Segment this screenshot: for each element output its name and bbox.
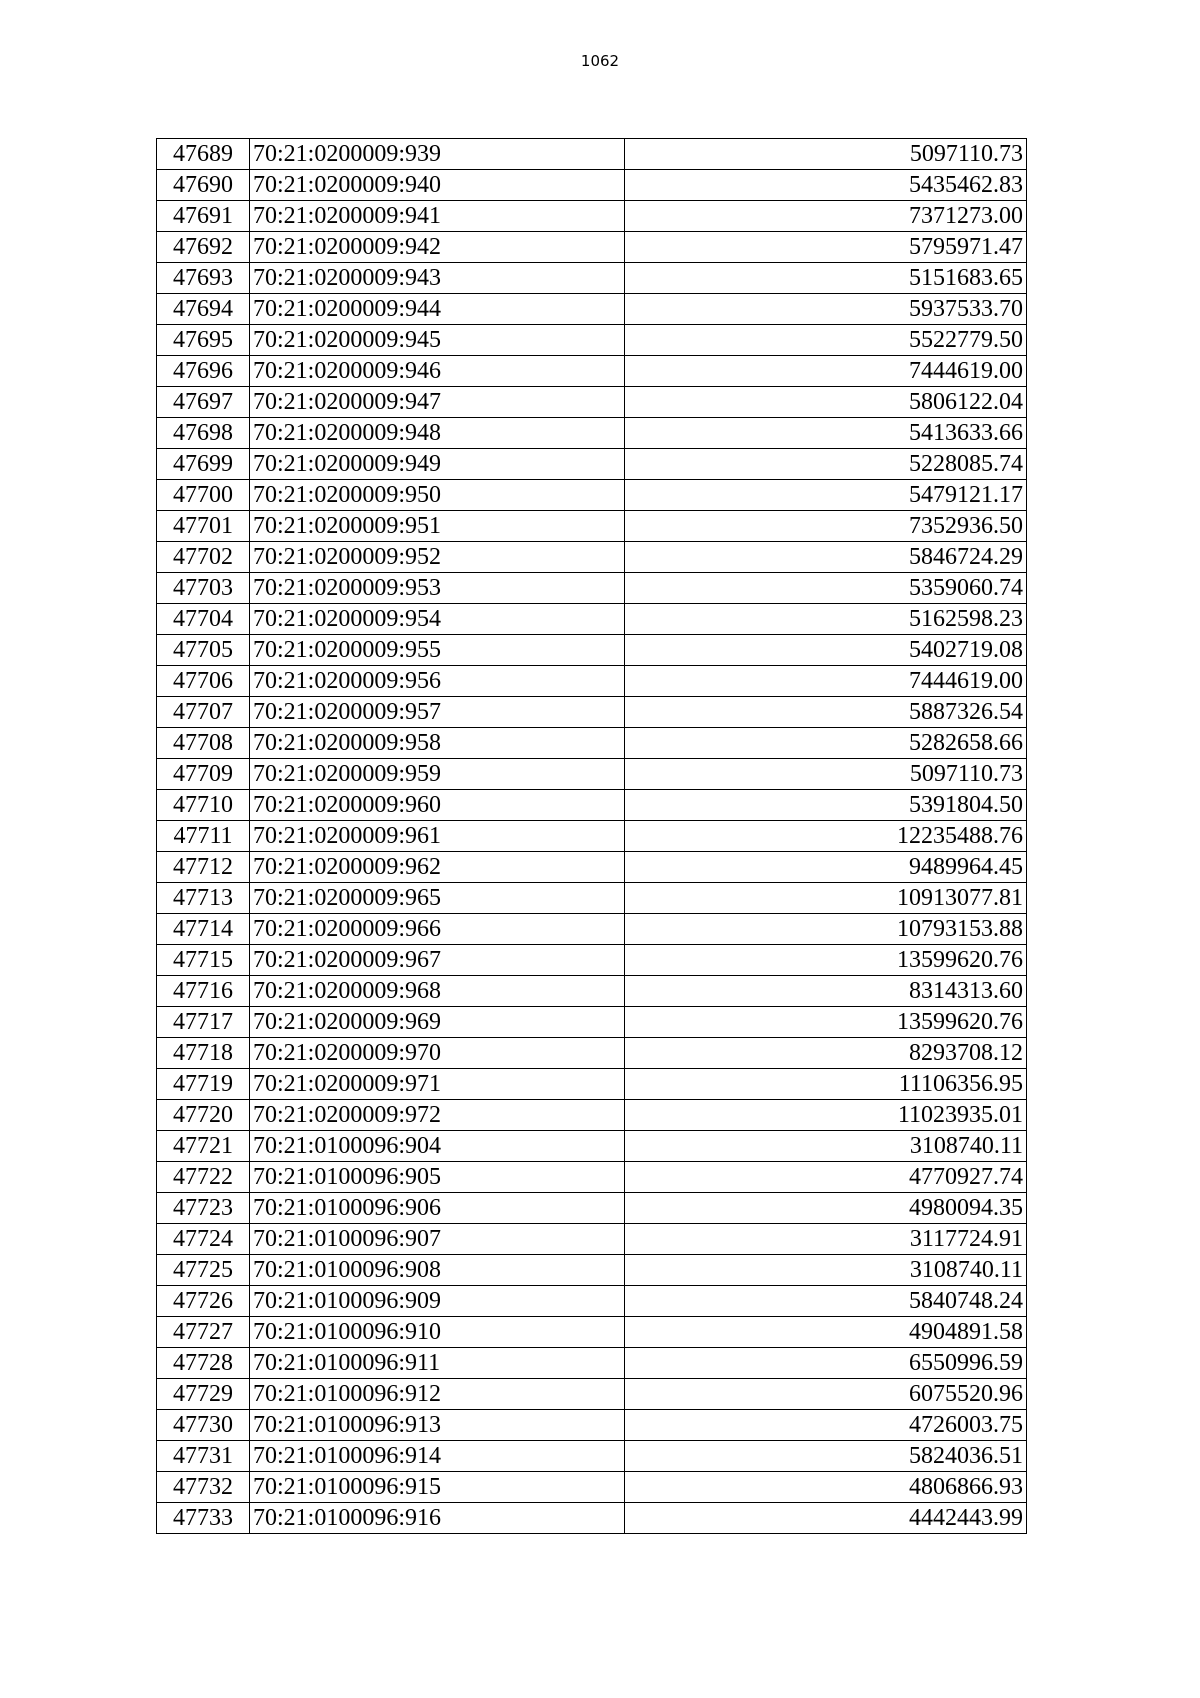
table-row [157, 325, 1027, 356]
cadastral-value-cell: 10913077.81 [625, 883, 1027, 914]
cadastral-value-cell: 5795971.47 [625, 232, 1027, 263]
cadastral-number-cell: 70:21:0200009:949 [250, 449, 625, 480]
page-number: 1062 [580, 52, 620, 70]
row-number-cell: 47712 [157, 852, 250, 883]
cadastral-value-cell: 5887326.54 [625, 697, 1027, 728]
table-row [157, 449, 1027, 480]
cadastral-value-cell: 5413633.66 [625, 418, 1027, 449]
cadastral-value-cell: 5824036.51 [625, 1441, 1027, 1472]
cadastral-value-cell: 5840748.24 [625, 1286, 1027, 1317]
row-number-cell: 47705 [157, 635, 250, 666]
table-row [157, 1131, 1027, 1162]
cadastral-number-cell: 70:21:0200009:955 [250, 635, 625, 666]
cadastral-number-cell: 70:21:0100096:905 [250, 1162, 625, 1193]
row-number-cell: 47695 [157, 325, 250, 356]
table-row [157, 666, 1027, 697]
row-number-cell: 47723 [157, 1193, 250, 1224]
cadastral-number-cell: 70:21:0200009:945 [250, 325, 625, 356]
cadastral-number-cell: 70:21:0100096:915 [250, 1472, 625, 1503]
cadastral-value-cell: 3117724.91 [625, 1224, 1027, 1255]
cadastral-value-cell: 7371273.00 [625, 201, 1027, 232]
table-row [157, 263, 1027, 294]
table-body [157, 139, 1027, 1534]
table-row [157, 1379, 1027, 1410]
row-number-cell: 47696 [157, 356, 250, 387]
table-row [157, 573, 1027, 604]
cadastral-value-cell: 4726003.75 [625, 1410, 1027, 1441]
table-row [157, 480, 1027, 511]
cadastral-value-cell: 5435462.83 [625, 170, 1027, 201]
cadastral-number-cell: 70:21:0100096:912 [250, 1379, 625, 1410]
cadastral-number-cell: 70:21:0200009:946 [250, 356, 625, 387]
cadastral-value-cell: 10793153.88 [625, 914, 1027, 945]
cadastral-number-cell: 70:21:0100096:916 [250, 1503, 625, 1534]
row-number-cell: 47733 [157, 1503, 250, 1534]
row-number-cell: 47731 [157, 1441, 250, 1472]
cadastral-value-cell: 4442443.99 [625, 1503, 1027, 1534]
row-number-cell: 47722 [157, 1162, 250, 1193]
row-number-cell: 47724 [157, 1224, 250, 1255]
row-number-cell: 47700 [157, 480, 250, 511]
row-number-cell: 47689 [157, 139, 250, 170]
table-row [157, 914, 1027, 945]
cadastral-value-cell: 12235488.76 [625, 821, 1027, 852]
table-row [157, 821, 1027, 852]
cadastral-value-cell: 5162598.23 [625, 604, 1027, 635]
table-row [157, 883, 1027, 914]
table-row [157, 1193, 1027, 1224]
cadastral-value-cell: 13599620.76 [625, 1007, 1027, 1038]
cadastral-number-cell: 70:21:0100096:907 [250, 1224, 625, 1255]
cadastral-number-cell: 70:21:0200009:969 [250, 1007, 625, 1038]
row-number-cell: 47691 [157, 201, 250, 232]
table-row [157, 945, 1027, 976]
cadastral-value-cell: 7352936.50 [625, 511, 1027, 542]
cadastral-value-cell: 9489964.45 [625, 852, 1027, 883]
cadastral-number-cell: 70:21:0200009:943 [250, 263, 625, 294]
row-number-cell: 47730 [157, 1410, 250, 1441]
cadastral-value-cell: 5522779.50 [625, 325, 1027, 356]
cadastral-value-cell: 8293708.12 [625, 1038, 1027, 1069]
cadastral-value-cell: 3108740.11 [625, 1255, 1027, 1286]
table-row [157, 1348, 1027, 1379]
cadastral-value-cell: 5479121.17 [625, 480, 1027, 511]
cadastral-value-cell: 5806122.04 [625, 387, 1027, 418]
row-number-cell: 47701 [157, 511, 250, 542]
row-number-cell: 47732 [157, 1472, 250, 1503]
table-row [157, 1162, 1027, 1193]
row-number-cell: 47709 [157, 759, 250, 790]
cadastral-value-cell: 11023935.01 [625, 1100, 1027, 1131]
cadastral-number-cell: 70:21:0100096:913 [250, 1410, 625, 1441]
cadastral-number-cell: 70:21:0200009:970 [250, 1038, 625, 1069]
row-number-cell: 47729 [157, 1379, 250, 1410]
row-number-cell: 47721 [157, 1131, 250, 1162]
cadastral-value-cell: 4770927.74 [625, 1162, 1027, 1193]
row-number-cell: 47718 [157, 1038, 250, 1069]
table-row [157, 1255, 1027, 1286]
cadastral-number-cell: 70:21:0200009:972 [250, 1100, 625, 1131]
row-number-cell: 47726 [157, 1286, 250, 1317]
row-number-cell: 47698 [157, 418, 250, 449]
cadastral-value-cell: 3108740.11 [625, 1131, 1027, 1162]
table-row [157, 1286, 1027, 1317]
cadastral-number-cell: 70:21:0200009:954 [250, 604, 625, 635]
row-number-cell: 47707 [157, 697, 250, 728]
cadastral-number-cell: 70:21:0200009:941 [250, 201, 625, 232]
cadastral-value-cell: 13599620.76 [625, 945, 1027, 976]
table-row [157, 976, 1027, 1007]
cadastral-number-cell: 70:21:0200009:947 [250, 387, 625, 418]
table-row [157, 170, 1027, 201]
cadastral-number-cell: 70:21:0200009:952 [250, 542, 625, 573]
cadastral-number-cell: 70:21:0200009:951 [250, 511, 625, 542]
table-row [157, 697, 1027, 728]
cadastral-number-cell: 70:21:0200009:939 [250, 139, 625, 170]
cadastral-value-cell: 5937533.70 [625, 294, 1027, 325]
table-row [157, 728, 1027, 759]
cadastral-number-cell: 70:21:0100096:909 [250, 1286, 625, 1317]
cadastral-value-cell: 5151683.65 [625, 263, 1027, 294]
cadastral-value-cell: 5282658.66 [625, 728, 1027, 759]
cadastral-number-cell: 70:21:0200009:959 [250, 759, 625, 790]
table-row [157, 790, 1027, 821]
cadastral-value-cell: 4806866.93 [625, 1472, 1027, 1503]
row-number-cell: 47714 [157, 914, 250, 945]
table-row [157, 1007, 1027, 1038]
cadastral-number-cell: 70:21:0200009:962 [250, 852, 625, 883]
cadastral-number-cell: 70:21:0200009:971 [250, 1069, 625, 1100]
row-number-cell: 47725 [157, 1255, 250, 1286]
cadastral-value-cell: 4904891.58 [625, 1317, 1027, 1348]
row-number-cell: 47693 [157, 263, 250, 294]
cadastral-value-cell: 4980094.35 [625, 1193, 1027, 1224]
table-row [157, 232, 1027, 263]
row-number-cell: 47710 [157, 790, 250, 821]
table-row [157, 1224, 1027, 1255]
table-row [157, 1410, 1027, 1441]
cadastral-number-cell: 70:21:0200009:940 [250, 170, 625, 201]
cadastral-number-cell: 70:21:0200009:950 [250, 480, 625, 511]
table-row [157, 1472, 1027, 1503]
row-number-cell: 47728 [157, 1348, 250, 1379]
table-row [157, 418, 1027, 449]
row-number-cell: 47717 [157, 1007, 250, 1038]
cadastral-number-cell: 70:21:0200009:966 [250, 914, 625, 945]
cadastral-number-cell: 70:21:0100096:904 [250, 1131, 625, 1162]
row-number-cell: 47720 [157, 1100, 250, 1131]
cadastral-number-cell: 70:21:0200009:942 [250, 232, 625, 263]
cadastral-value-cell: 11106356.95 [625, 1069, 1027, 1100]
cadastral-number-cell: 70:21:0200009:944 [250, 294, 625, 325]
cadastral-value-cell: 5228085.74 [625, 449, 1027, 480]
table-row [157, 542, 1027, 573]
table-row [157, 1069, 1027, 1100]
cadastral-value-cell: 5402719.08 [625, 635, 1027, 666]
table-row [157, 139, 1027, 170]
table-row [157, 1441, 1027, 1472]
row-number-cell: 47704 [157, 604, 250, 635]
row-number-cell: 47692 [157, 232, 250, 263]
table-row [157, 201, 1027, 232]
table-row [157, 852, 1027, 883]
cadastral-value-cell: 7444619.00 [625, 356, 1027, 387]
cadastral-number-cell: 70:21:0200009:965 [250, 883, 625, 914]
cadastral-value-cell: 5097110.73 [625, 139, 1027, 170]
cadastral-number-cell: 70:21:0200009:953 [250, 573, 625, 604]
cadastral-value-cell: 5359060.74 [625, 573, 1027, 604]
table-row [157, 294, 1027, 325]
row-number-cell: 47690 [157, 170, 250, 201]
cadastral-value-table [156, 138, 1027, 1534]
cadastral-number-cell: 70:21:0200009:957 [250, 697, 625, 728]
cadastral-number-cell: 70:21:0100096:914 [250, 1441, 625, 1472]
row-number-cell: 47715 [157, 945, 250, 976]
row-number-cell: 47706 [157, 666, 250, 697]
row-number-cell: 47697 [157, 387, 250, 418]
cadastral-number-cell: 70:21:0100096:908 [250, 1255, 625, 1286]
table-row [157, 356, 1027, 387]
cadastral-number-cell: 70:21:0200009:960 [250, 790, 625, 821]
cadastral-value-cell: 7444619.00 [625, 666, 1027, 697]
cadastral-value-cell: 5097110.73 [625, 759, 1027, 790]
row-number-cell: 47727 [157, 1317, 250, 1348]
cadastral-number-cell: 70:21:0200009:968 [250, 976, 625, 1007]
row-number-cell: 47703 [157, 573, 250, 604]
table-row [157, 511, 1027, 542]
table-row [157, 635, 1027, 666]
row-number-cell: 47716 [157, 976, 250, 1007]
table-row [157, 1038, 1027, 1069]
cadastral-value-cell: 6550996.59 [625, 1348, 1027, 1379]
table-row [157, 1503, 1027, 1534]
table-row [157, 1317, 1027, 1348]
row-number-cell: 47694 [157, 294, 250, 325]
row-number-cell: 47719 [157, 1069, 250, 1100]
row-number-cell: 47708 [157, 728, 250, 759]
cadastral-number-cell: 70:21:0200009:956 [250, 666, 625, 697]
row-number-cell: 47711 [157, 821, 250, 852]
cadastral-number-cell: 70:21:0200009:958 [250, 728, 625, 759]
table-row [157, 759, 1027, 790]
row-number-cell: 47702 [157, 542, 250, 573]
cadastral-number-cell: 70:21:0100096:906 [250, 1193, 625, 1224]
cadastral-value-cell: 5391804.50 [625, 790, 1027, 821]
table-row [157, 1100, 1027, 1131]
cadastral-number-cell: 70:21:0200009:948 [250, 418, 625, 449]
cadastral-number-cell: 70:21:0100096:910 [250, 1317, 625, 1348]
row-number-cell: 47713 [157, 883, 250, 914]
table-row [157, 604, 1027, 635]
cadastral-value-cell: 6075520.96 [625, 1379, 1027, 1410]
row-number-cell: 47699 [157, 449, 250, 480]
table-row [157, 387, 1027, 418]
cadastral-number-cell: 70:21:0200009:961 [250, 821, 625, 852]
cadastral-value-cell: 8314313.60 [625, 976, 1027, 1007]
cadastral-number-cell: 70:21:0100096:911 [250, 1348, 625, 1379]
cadastral-value-cell: 5846724.29 [625, 542, 1027, 573]
cadastral-number-cell: 70:21:0200009:967 [250, 945, 625, 976]
